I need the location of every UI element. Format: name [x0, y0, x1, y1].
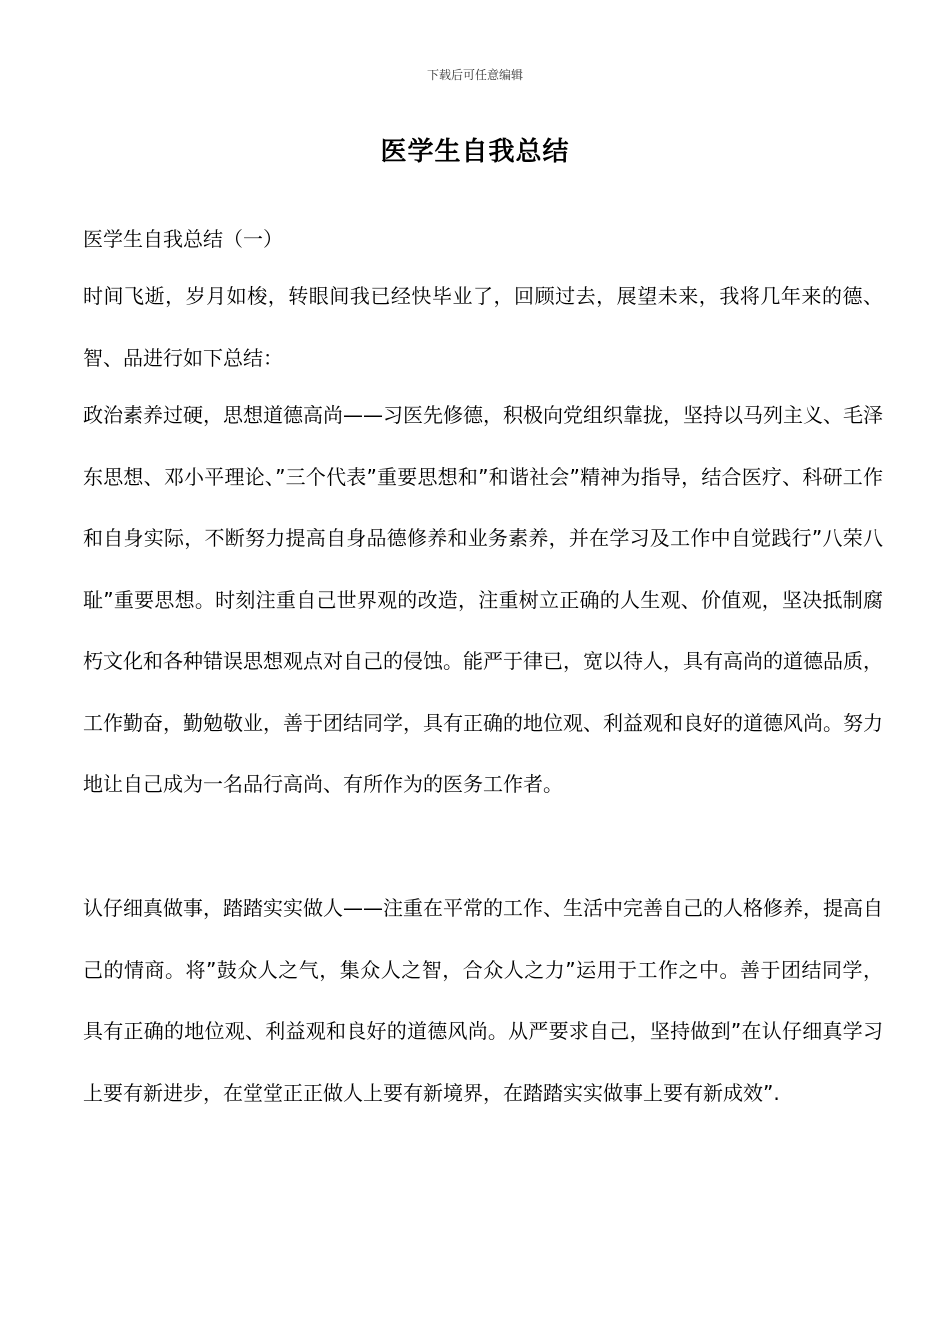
paragraph-intro: 时间飞逝，岁月如梭，转眼间我已经快毕业了，回顾过去，展望未来，我将几年来的德、智、品进行如下总结： [83, 284, 883, 370]
section-heading: 医学生自我总结（一） [83, 227, 283, 251]
header-note: 下载后可任意编辑 [426, 68, 523, 82]
paragraph-conduct: 认仔细真做事，踏踏实实做人——注重在平常的工作、生活中完善自己的人格修养，提高自己的情商。将”鼓众人之气，集众人之智，合众人之力”运用于工作之中。善于团结同学，具有正确的地位观、利益观和良好的道德风尚。从严要求自己，坚持做到”在认仔细真学习上要有新进步，在堂堂正正做人上要有新境界，在踏踏实实做事上要有新成效”. [83, 896, 883, 1105]
paragraph-political: 政治素养过硬，思想道德高尚——习医先修德，积极向党组织靠拢，坚持以马列主义、毛泽东思想、邓小平理论、”三个代表”重要思想和”和谐社会”精神为指导，结合医疗、科研工作和自身实际，不断努力提高自身品德修养和业务素养，并在学习及工作中自觉践行”八荣八耻”重要思想。时刻注重自己世界观的改造，注重树立正确的人生观、价值观，坚决抵制腐朽文化和各种错误思想观点对自己的侵蚀。能严于律已，宽以待人，具有高尚的道德品质，工作勤奋，勤勉敬业，善于团结同学，具有正确的地位观、利益观和良好的道德风尚。努力地让自己成为一名品行高尚、有所作为的医务工作者。 [83, 403, 883, 796]
document-title: 医学生自我总结 [380, 137, 570, 167]
